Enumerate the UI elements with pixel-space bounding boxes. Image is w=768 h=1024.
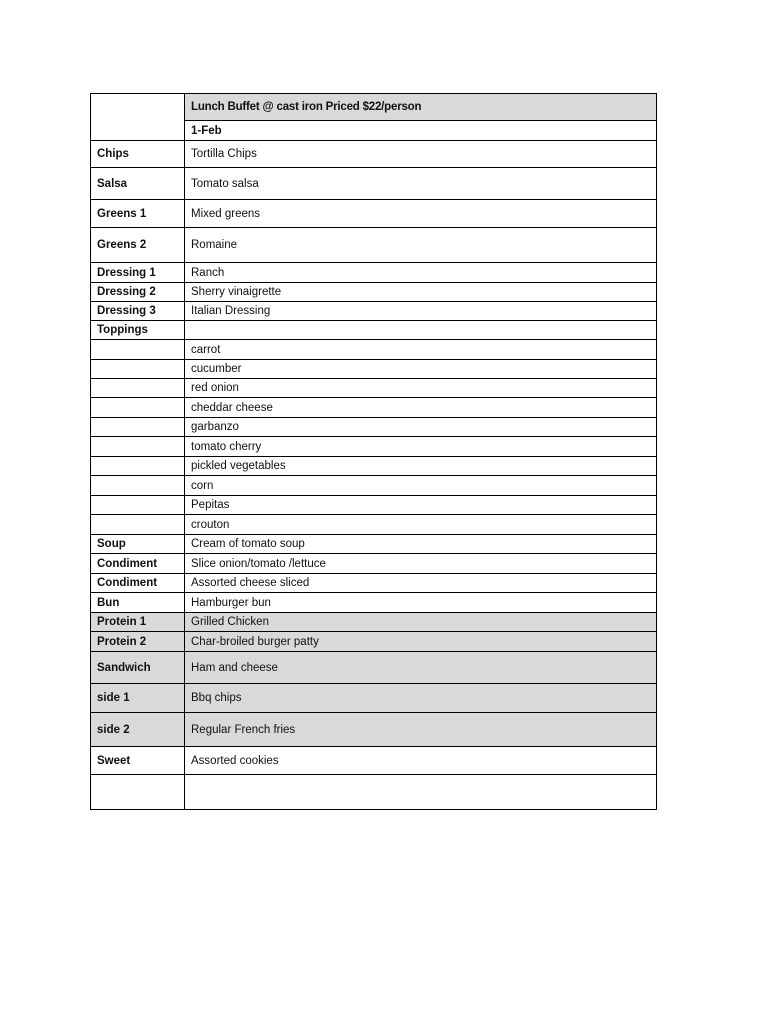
- menu-sheet: [90, 93, 657, 810]
- row-item: Bbq chips: [185, 684, 657, 713]
- row-label: Greens 1: [91, 200, 185, 228]
- title-row: [91, 94, 657, 121]
- table-row: [91, 593, 657, 613]
- row-label: Condiment: [91, 574, 185, 593]
- table-row: [91, 535, 657, 554]
- row-item: Pepitas: [185, 496, 657, 515]
- row-item: pickled vegetables: [185, 457, 657, 476]
- table-row: [91, 228, 657, 263]
- table-row: [91, 613, 657, 632]
- row-item: Assorted cookies: [185, 747, 657, 775]
- row-label: [91, 340, 185, 360]
- table-row: [91, 457, 657, 476]
- table-row: [91, 684, 657, 713]
- row-item: carrot: [185, 340, 657, 360]
- row-label: Bun: [91, 593, 185, 613]
- table-row: [91, 496, 657, 515]
- table-row: [91, 747, 657, 775]
- row-label: [91, 476, 185, 496]
- table-row: [91, 200, 657, 228]
- row-label: [91, 437, 185, 457]
- row-item: Sherry vinaigrette: [185, 283, 657, 302]
- table-row: [91, 632, 657, 652]
- row-item: cucumber: [185, 360, 657, 379]
- row-label: [91, 398, 185, 418]
- row-item: Ranch: [185, 263, 657, 283]
- row-label: Salsa: [91, 168, 185, 200]
- row-item: corn: [185, 476, 657, 496]
- table-row: [91, 321, 657, 340]
- table-row: [91, 476, 657, 496]
- row-label: Protein 2: [91, 632, 185, 652]
- row-item: Grilled Chicken: [185, 613, 657, 632]
- menu-date: 1-Feb: [185, 121, 657, 141]
- table-row: [91, 360, 657, 379]
- row-item: Tortilla Chips: [185, 141, 657, 168]
- row-label: Sandwich: [91, 652, 185, 684]
- menu-title: Lunch Buffet @ cast iron Priced $22/person: [185, 94, 657, 121]
- row-label: side 2: [91, 713, 185, 747]
- row-item: Tomato salsa: [185, 168, 657, 200]
- table-row: [91, 515, 657, 535]
- row-item: Romaine: [185, 228, 657, 263]
- row-item: Assorted cheese sliced: [185, 574, 657, 593]
- row-item: garbanzo: [185, 418, 657, 437]
- row-label: Condiment: [91, 554, 185, 574]
- table-row: [91, 141, 657, 168]
- row-label: [91, 418, 185, 437]
- table-row: [91, 283, 657, 302]
- row-label: side 1: [91, 684, 185, 713]
- row-label: [91, 515, 185, 535]
- row-item: Hamburger bun: [185, 593, 657, 613]
- table-row: [91, 263, 657, 283]
- corner-cell: [91, 94, 185, 141]
- row-item: red onion: [185, 379, 657, 398]
- row-label: [91, 775, 185, 810]
- table-row: [91, 302, 657, 321]
- row-item: Mixed greens: [185, 200, 657, 228]
- row-item: [185, 321, 657, 340]
- row-item: cheddar cheese: [185, 398, 657, 418]
- row-label: Chips: [91, 141, 185, 168]
- row-label: Dressing 3: [91, 302, 185, 321]
- row-item: Char-broiled burger patty: [185, 632, 657, 652]
- table-row: [91, 652, 657, 684]
- row-item: Ham and cheese: [185, 652, 657, 684]
- table-row: [91, 713, 657, 747]
- row-label: [91, 457, 185, 476]
- row-item: Cream of tomato soup: [185, 535, 657, 554]
- row-item: tomato cherry: [185, 437, 657, 457]
- row-label: Dressing 1: [91, 263, 185, 283]
- table-row: [91, 554, 657, 574]
- row-label: Soup: [91, 535, 185, 554]
- row-item: [185, 775, 657, 810]
- row-item: Regular French fries: [185, 713, 657, 747]
- table-row: [91, 574, 657, 593]
- table-row: [91, 168, 657, 200]
- table-row: [91, 775, 657, 810]
- row-label: Toppings: [91, 321, 185, 340]
- row-label: [91, 496, 185, 515]
- table-row: [91, 340, 657, 360]
- row-label: Dressing 2: [91, 283, 185, 302]
- table-row: [91, 379, 657, 398]
- table-row: [91, 437, 657, 457]
- row-label: Greens 2: [91, 228, 185, 263]
- row-label: [91, 379, 185, 398]
- row-label: [91, 360, 185, 379]
- row-item: crouton: [185, 515, 657, 535]
- menu-table: [90, 93, 657, 810]
- row-item: Italian Dressing: [185, 302, 657, 321]
- table-row: [91, 398, 657, 418]
- row-label: Sweet: [91, 747, 185, 775]
- row-label: Protein 1: [91, 613, 185, 632]
- table-row: [91, 418, 657, 437]
- row-item: Slice onion/tomato /lettuce: [185, 554, 657, 574]
